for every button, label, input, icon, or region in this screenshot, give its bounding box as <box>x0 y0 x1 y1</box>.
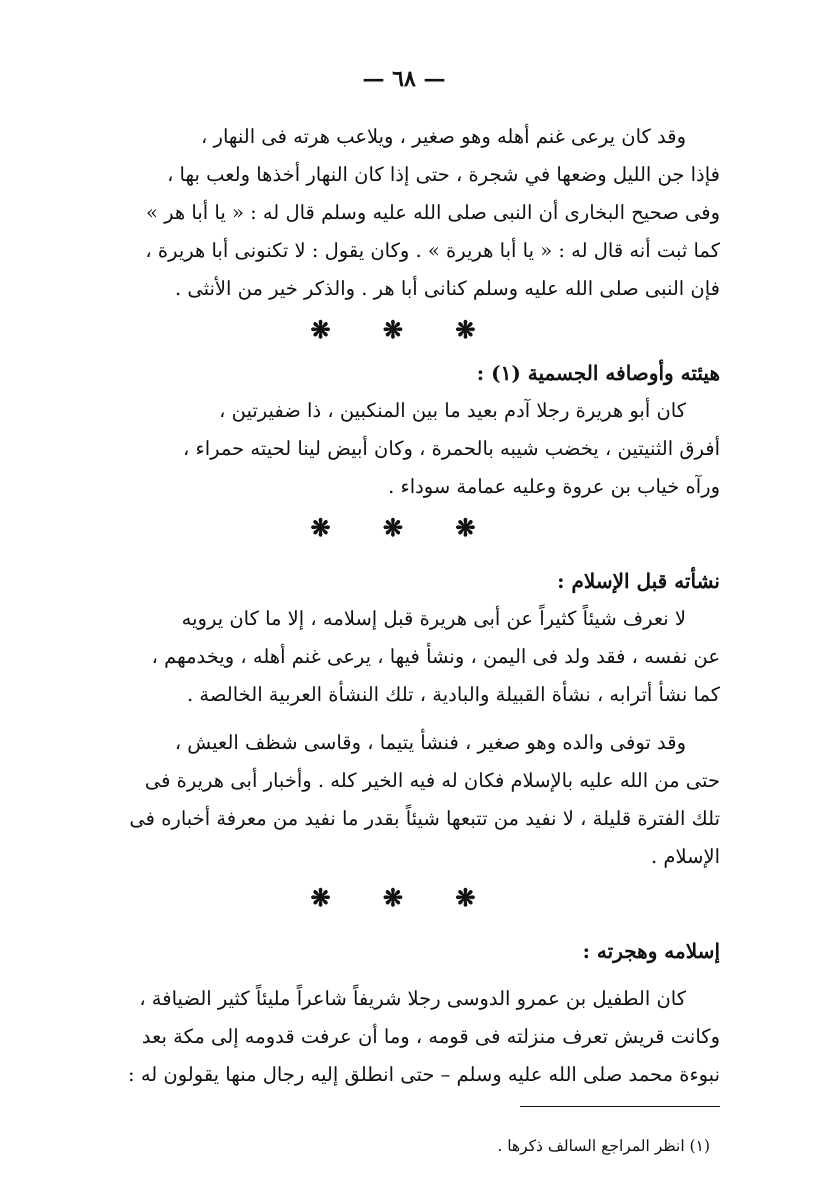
text-line: أفرق الثنيتين ، يخضب شيبه بالحمرة ، وكان أبيض لينا لحيته حمراء ، <box>183 437 720 460</box>
before-islam-paragraph-2 <box>88 724 720 876</box>
text-line: فإذا جن الليل وضعها في شجرة ، حتى إذا كان النهار أخذها ولعب بها ، <box>167 163 720 186</box>
text-line: فإن النبى صلى الله عليه وسلم كنانى أبا هر . والذكر خير من الأنثى . <box>174 277 720 300</box>
heading-appearance: هيئته وأوصافه الجسمية (١) : <box>476 361 720 385</box>
footnote-rule <box>520 1106 720 1107</box>
footnote: (١) انظر المراجع السالف ذكرها . <box>497 1137 710 1155</box>
text-line: كما ثبت أنه قال له : « يا أبا هريرة » . وكان يقول : لا تكنونى أبا هريرة ، <box>145 239 720 262</box>
section-divider-stars: ❋ ❋ ❋ <box>310 883 498 912</box>
book-page <box>88 62 720 1162</box>
text-line: عن نفسه ، فقد ولد فى اليمن ، ونشأ فيها ، يرعى غنم أهله ، ويخدمهم ، <box>151 645 720 668</box>
text-line: وفى صحيح البخارى أن النبى صلى الله عليه وسلم قال له : « يا أبا هر » <box>146 201 720 224</box>
before-islam-paragraph-1 <box>88 600 720 714</box>
heading-conversion: إسلامه وهجرته : <box>582 939 720 963</box>
intro-paragraph <box>88 118 720 308</box>
text-line: ورآه خياب بن عروة وعليه عمامة سوداء . <box>388 475 720 498</box>
text-line: وكانت قريش تعرف منزلته فى قومه ، وما أن عرفت قدومه إلى مكة بعد <box>141 1025 720 1048</box>
text-line: نبوءة محمد صلى الله عليه وسلم – حتى انطلق إليه رجال منها يقولون له : <box>128 1063 720 1086</box>
text-line: تلك الفترة قليلة ، لا نفيد من تتبعها شيئاً بقدر ما نفيد من معرفة أخباره فى <box>129 807 720 830</box>
text-line: لا نعرف شيئاً كثيراً عن أبى هريرة قبل إسلامه ، إلا ما كان يرويه <box>181 607 686 630</box>
text-line: الإسلام . <box>651 845 720 868</box>
text-line: كان أبو هريرة رجلا آدم بعيد ما بين المنكبين ، ذا ضفيرتين ، <box>219 399 686 422</box>
appearance-paragraph <box>88 392 720 506</box>
heading-before-islam: نشأته قبل الإسلام : <box>557 569 720 593</box>
text-line: كان الطفيل بن عمرو الدوسى رجلا شريفاً شاعراً مليئاً كثير الضيافة ، <box>139 987 686 1010</box>
text-line: كما نشأ أترابه ، نشأة القبيلة والبادية ، تلك النشأة العربية الخالصة . <box>187 683 720 706</box>
page-number: — ٦٨ — <box>362 66 446 92</box>
text-line: وقد كان يرعى غنم أهله وهو صغير ، ويلاعب هرته فى النهار ، <box>201 125 686 148</box>
conversion-paragraph <box>88 980 720 1094</box>
text-line: وقد توفى والده وهو صغير ، فنشأ يتيما ، وقاسى شظف العيش ، <box>174 731 686 754</box>
section-divider-stars: ❋ ❋ ❋ <box>310 513 498 542</box>
section-divider-stars: ❋ ❋ ❋ <box>310 315 498 344</box>
text-line: حتى من الله عليه بالإسلام فكان له فيه الخير كله . وأخبار أبى هريرة فى <box>144 769 720 792</box>
